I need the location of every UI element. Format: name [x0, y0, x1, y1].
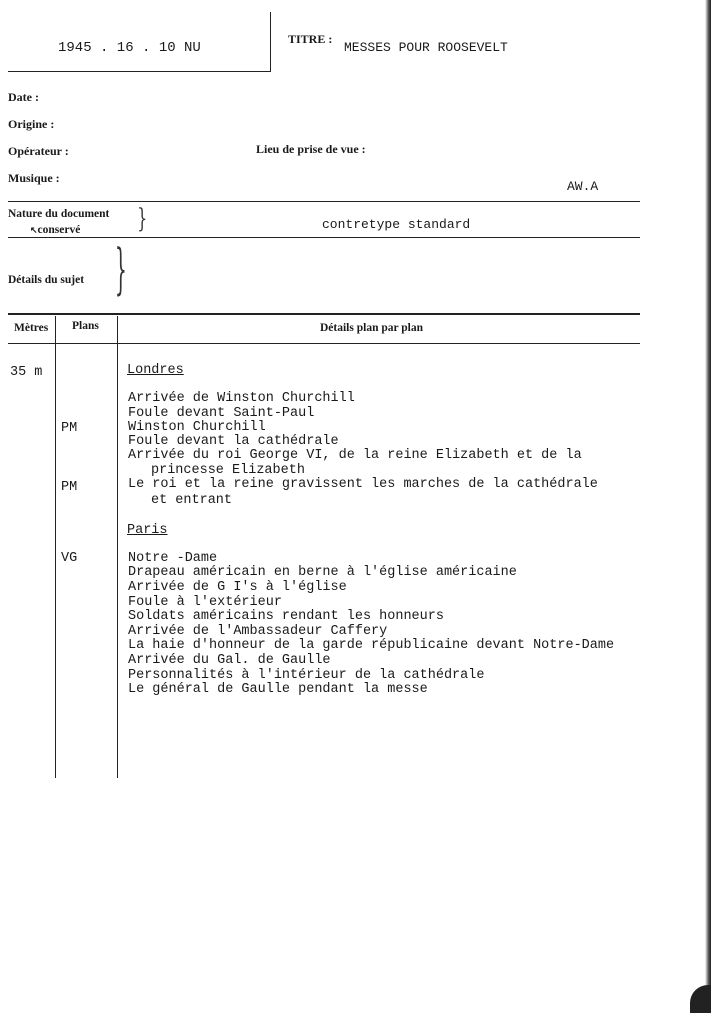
operateur-label: Opérateur :: [8, 144, 69, 158]
lieu-label: Lieu de prise de vue :: [256, 142, 366, 156]
col-divider-2: [117, 316, 118, 778]
plan-line: Arrivée de G I's à l'église: [128, 580, 347, 595]
table-top-rule: [8, 313, 640, 315]
section-heading-londres: Londres: [127, 363, 184, 378]
plan-line: princesse Elizabeth: [151, 463, 305, 478]
conserve-label: [30, 224, 80, 236]
mark-glyph: ↖: [30, 225, 38, 235]
plan-line: Arrivée de l'Ambassadeur Caffery: [128, 624, 388, 639]
plan-line: Foule devant Saint-Paul: [128, 406, 315, 421]
plan-line: Arrivée de Winston Churchill: [128, 391, 355, 406]
plan-line: Arrivée du Gal. de Gaulle: [128, 653, 331, 668]
titre-label: TITRE :: [288, 32, 333, 46]
nature-value: contretype standard: [322, 217, 471, 232]
plan-code: VG: [61, 551, 78, 566]
titre-value: MESSES POUR ROOSEVELT: [344, 40, 508, 55]
header-divider: [270, 12, 271, 72]
scan-edge-shadow: [705, 0, 711, 1013]
origine-label: Origine :: [8, 117, 55, 131]
plan-line: Arrivée du roi George VI, de la reine Elizabeth et de la: [128, 448, 582, 463]
plan-code: PM: [61, 480, 78, 495]
nature-label: Nature du document: [8, 208, 110, 220]
col-header-metres: Mètres: [14, 322, 49, 334]
plan-line: Drapeau américain en berne à l'église américaine: [128, 565, 517, 580]
nature-brace: }: [137, 204, 148, 234]
scan-corner-shadow: [690, 985, 711, 1013]
conserve-text: conservé: [37, 224, 81, 236]
plan-line: et entrant: [151, 493, 233, 508]
musique-label: Musique :: [8, 171, 60, 185]
nature-bottom-rule: [8, 237, 640, 238]
musique-code: AW.A: [567, 179, 599, 194]
plan-line: Le roi et la reine gravissent les marches de la cathédrale: [128, 477, 598, 492]
plan-line: Foule devant la cathédrale: [128, 434, 339, 449]
reference-number: 1945 . 16 . 10 NU: [58, 40, 201, 56]
table-header-rule: [8, 343, 640, 344]
plan-line: Foule à l'extérieur: [128, 595, 282, 610]
metres-value: 35 m: [10, 365, 43, 380]
date-label: Date :: [8, 90, 39, 104]
col-header-plans: Plans: [72, 320, 99, 332]
plan-code: PM: [61, 421, 78, 436]
details-sujet-label: Détails du sujet: [8, 274, 85, 286]
nature-top-rule: [8, 201, 640, 202]
plan-line: Winston Churchill: [128, 420, 266, 435]
header-underline: [8, 71, 271, 72]
col-header-details: Détails plan par plan: [320, 322, 423, 334]
plan-line: Personnalités à l'intérieur de la cathédrale: [128, 668, 485, 683]
plan-line: Notre -Dame: [128, 551, 218, 566]
col-divider-1: [55, 316, 56, 778]
plan-line: Le général de Gaulle pendant la messe: [128, 682, 428, 697]
details-brace: }: [114, 238, 127, 302]
plan-line: Soldats américains rendant les honneurs: [128, 609, 444, 624]
plan-line: La haie d'honneur de la garde républicaine devant Notre-Dame: [128, 638, 615, 653]
section-heading-paris: Paris: [127, 523, 168, 538]
